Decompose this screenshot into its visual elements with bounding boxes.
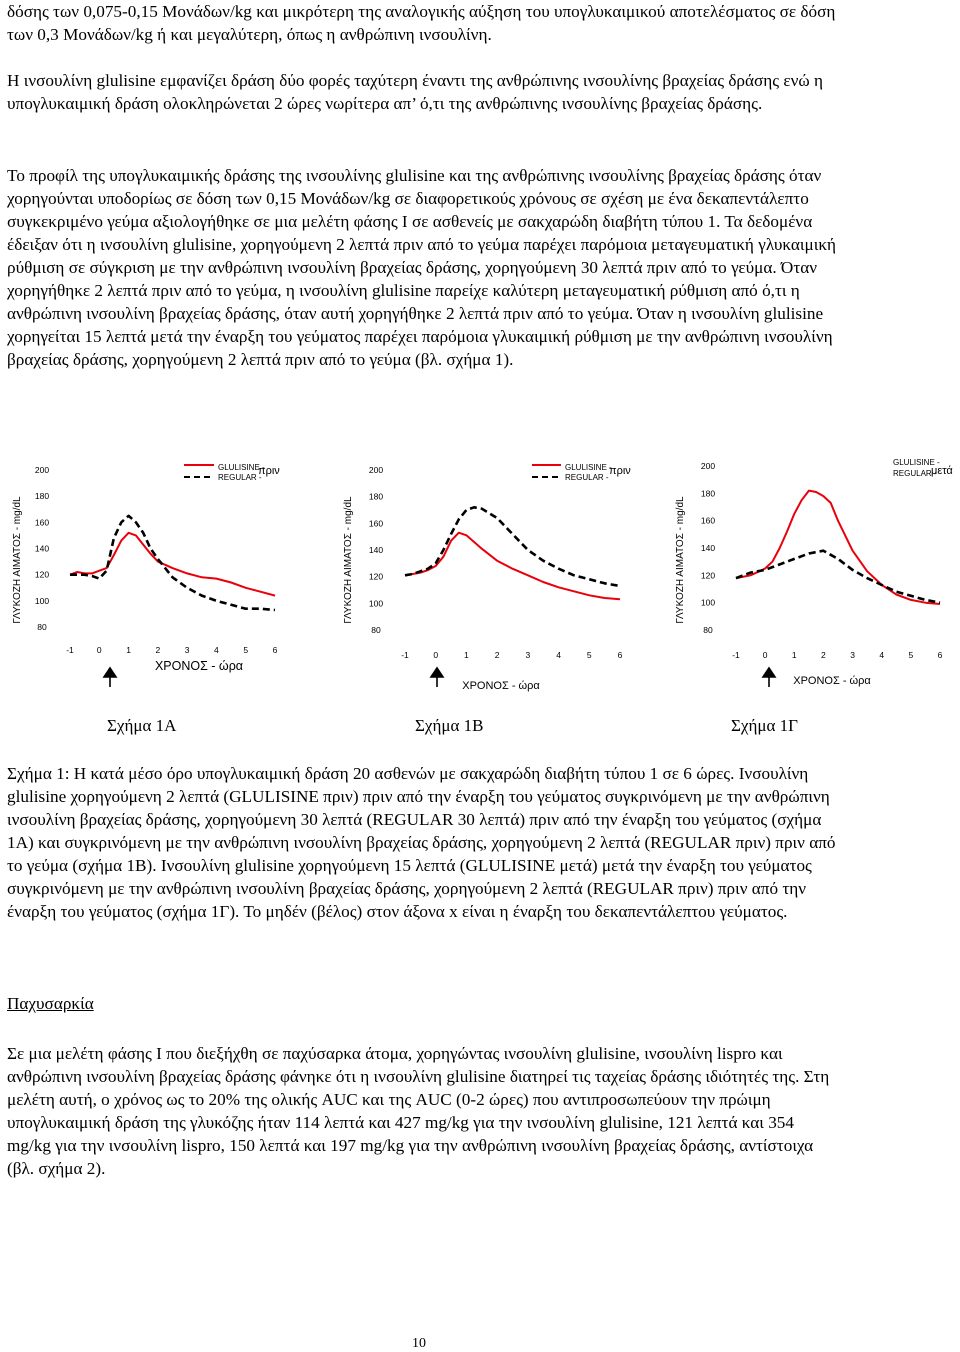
chart-1a-x-tick--1: -1: [66, 645, 74, 655]
chart-1b-series-regular: [405, 507, 620, 586]
chart-1c-y-tick-140: 140: [700, 543, 716, 553]
chart-1c-x-axis-label: ΧΡΟΝΟΣ - ώρα: [793, 675, 871, 687]
chart-1a-y-tick-120: 120: [34, 569, 50, 580]
chart-1c: [675, 458, 953, 687]
chart-1b-x-tick-6: 6: [617, 650, 623, 660]
chart-1a-legend-glulisine: GLULISINE -: [218, 463, 265, 472]
chart-1c-series-regular: [736, 551, 940, 603]
chart-1c-x-tick-6: 6: [937, 650, 943, 660]
chart-1b-x-tick-5: 5: [586, 650, 592, 660]
chart-1a-x-tick-6: 6: [272, 645, 278, 655]
chart-1c-y-tick-200: 200: [700, 461, 716, 471]
section-heading-obesity: Παχυσαρκία: [7, 994, 94, 1013]
chart-1b-meal-start-arrow: [431, 668, 443, 687]
chart-1a-series-glulisine: [70, 533, 275, 596]
chart-1a-x-tick-4: 4: [214, 645, 219, 655]
chart-1b-x-tick-2: 2: [494, 650, 500, 660]
chart-1a-x-tick-1: 1: [126, 645, 131, 655]
chart-1b-x-tick-4: 4: [556, 650, 561, 660]
chart-1b-legend-glulisine: GLULISINE -: [565, 463, 612, 472]
paragraph-obesity-study: Σε μια μελέτη φάσης Ι που διεξήχθη σε παχύσαρκα άτομα, χορηγώντας ινσουλίνη glulisine, ινσουλίνη lispro και ανθρώπινη ινσουλίνη βραχείας δράσης φάνηκε ότι η ινσουλίνη glulisine διατηρεί τις ταχείας δράσης ιδιότητές της. Στη μελέτη αυτή, ο χρόνος ως το 20% της ολικής AUC και της AUC (0-2 ώρες) που αντιπροσωπεύουν την πρώιμη υπογλυκαιμική δράση της γλυκόζης ήταν 114 λεπτά και 427 mg/kg για την ινσουλίνη glulisine, 121 λεπτά και 354 mg/kg για την ινσουλίνη lispro, 150 λεπτά και 197 mg/kg για την ανθρώπινη ινσουλίνη βραχείας δράσης, αντίστοιχα (βλ. σχήμα 2).: [7, 1044, 830, 1178]
chart-1a-x-tick-5: 5: [243, 645, 249, 655]
chart-1b-y-tick-200: 200: [368, 465, 384, 475]
chart-1b-y-tick-100: 100: [368, 598, 384, 609]
chart-1a: [12, 463, 280, 687]
chart-1c-y-tick-120: 120: [700, 570, 716, 581]
chart-1a-y-axis-label: ΓΛΥΚΟΖΗ ΑΙΜΑΤΟΣ - mg/dL: [12, 496, 23, 624]
chart-1c-legend-glulisine: GLULISINE -: [893, 458, 940, 467]
chart-1c-legend-regular: REGULAR -: [893, 469, 937, 478]
chart-1c-x-tick-1: 1: [791, 650, 797, 660]
chart-1b-x-axis-label: ΧΡΟΝΟΣ - ώρα: [462, 680, 540, 692]
chart-1b-x-tick-3: 3: [525, 650, 531, 660]
chart-1a-y-tick-80: 80: [37, 622, 47, 632]
chart-1c-legend-glulisine-timing: μετά: [931, 465, 953, 477]
chart-1c-x-tick-2: 2: [821, 650, 826, 660]
chart-1c-y-axis-label: ΓΛΥΚΟΖΗ ΑΙΜΑΤΟΣ - mg/dL: [675, 496, 686, 624]
chart-1b-legend-regular: REGULAR -: [565, 473, 609, 482]
chart-1c-series-glulisine: [736, 491, 940, 604]
chart-1b-y-tick-120: 120: [368, 571, 384, 582]
chart-1a-x-tick-3: 3: [184, 645, 190, 655]
chart-1c-y-tick-180: 180: [700, 488, 716, 499]
chart-1a-y-tick-100: 100: [34, 595, 50, 606]
chart-1c-y-tick-100: 100: [700, 597, 716, 608]
chart-1b-y-tick-180: 180: [368, 491, 384, 502]
caption-figure-1c: Σχήμα 1Γ: [731, 716, 798, 735]
figure-1-legend-text: Σχήμα 1: Η κατά μέσο όρο υπογλυκαιμική δράση 20 ασθενών με σακχαρώδη διαβήτη τύπου 1 σε 6 ώρες. Ινσουλίνη glulisine χορηγούμενη 2 λεπτά (GLULISINE πριν) πριν από την έναρξη του γεύματος συγκρινόμενη με την ανθρώπινη ινσουλίνη βραχείας δράσης, χορηγούμενη 30 λεπτά (REGULAR 30 λεπτά) πριν από την έναρξη του γεύματος (σχήμα 1Α) και συγκρινόμενη με την ανθρώπινη ινσουλίνη βραχείας δράσης, χορηγούμενη 2 λεπτά (REGULAR πριν) πριν από το γεύμα (σχήμα 1Β). Ινσουλίνη glulisine χορηγούμενη 15 λεπτά (GLULISINE μετά) μετά την έναρξη του γεύματος συγκρινόμενη με την ανθρώπινη ινσουλίνη βραχείας δράσης, χορηγούμενη 2 λεπτά (REGULAR πριν) πριν από την έναρξη του γεύματος (σχήμα 1Γ). Το μηδέν (βέλος) στον άξονα x είναι η έναρξη του δεκαπεντάλεπτου γεύματος.: [7, 764, 836, 921]
caption-figure-1a: Σχήμα 1Α: [107, 716, 177, 735]
chart-1c-x-tick-5: 5: [908, 650, 914, 660]
chart-1b-series-glulisine: [405, 533, 620, 600]
caption-figure-1b: Σχήμα 1Β: [415, 716, 484, 735]
chart-1b-x-tick-1: 1: [464, 650, 469, 660]
chart-1a-x-tick-2: 2: [155, 645, 161, 655]
chart-1c-x-tick-4: 4: [879, 650, 885, 660]
chart-1b-x-tick-0: 0: [433, 650, 439, 660]
paragraph-glulisine-onset: Η ινσουλίνη glulisine εμφανίζει δράση δύο φορές ταχύτερη έναντι της ανθρώπινης ινσουλίνης βραχείας δράσης ενώ η υπογλυκαιμική δράση ολοκληρώνεται 2 ώρες νωρίτερα απ’ ό,τι της ανθρώπινης ινσουλίνης βραχείας δράσης.: [7, 71, 823, 113]
chart-1c-x-tick-0: 0: [762, 650, 768, 660]
chart-1c-x-tick-3: 3: [850, 650, 855, 660]
chart-1b-y-tick-80: 80: [371, 625, 381, 635]
chart-1c-y-tick-80: 80: [703, 625, 713, 635]
chart-1a-x-axis-label: ΧΡΟΝΟΣ - ώρα: [154, 659, 244, 673]
paragraph-intro-continuation: δόσης των 0,075-0,15 Μονάδων/kg και μικρότερη της αναλογικής αύξηση του υπογλυκαιμικού αποτελέσματος σε δόση των 0,3 Μονάδων/kg ή και μεγαλύτερη, όπως η ανθρώπινη ινσουλίνη.: [7, 2, 836, 44]
chart-1c-y-tick-160: 160: [700, 515, 716, 526]
chart-1a-y-tick-160: 160: [34, 517, 50, 528]
chart-1a-y-tick-140: 140: [34, 543, 50, 554]
chart-1a-y-tick-180: 180: [34, 491, 50, 502]
chart-1a-y-tick-200: 200: [34, 465, 50, 475]
chart-1b: [343, 463, 631, 692]
chart-1a-x-tick-0: 0: [96, 645, 102, 655]
page-number: 10: [412, 1336, 426, 1351]
paragraph-glulisine-profile: Το προφίλ της υπογλυκαιμικής δράσης της ινσουλίνης glulisine και της ανθρώπινης ινσουλίνης βραχείας δράσης όταν χορηγούνται υποδορίως σε δόση των 0,15 Μονάδων/kg σε διαφορετικούς χρόνους σε σχέση με ένα δεκαπεντάλεπτο συγκεκριμένο γεύμα αξιολογήθηκε σε μια μελέτη φάσης Ι σε ασθενείς με σακχαρώδη διαβήτη τύπου 1. Τα δεδομένα έδειξαν ότι η ινσουλίνη glulisine, χορηγούμενη 2 λεπτά πριν από το γεύμα παρέχει παρόμοια μεταγευματική γλυκαιμική ρύθμιση σε σύγκριση με την ανθρώπινη ινσουλίνη βραχείας δράσης, χορηγούμενη 30 λεπτά πριν από το γεύμα. Όταν χορηγήθηκε 2 λεπτά πριν από το γεύμα, η ινσουλίνη glulisine παρείχε καλύτερη μεταγευματική ρύθμιση από ό,τι η ανθρώπινη ινσουλίνη βραχείας δράσης, όταν αυτή χορηγήθηκε 2 λεπτά πριν από το γεύμα. Όταν η ινσουλίνη glulisine χορηγείται 15 λεπτά μετά την έναρξη του γεύματος παρέχει παρόμοια γλυκαιμική ρύθμιση με την ανθρώπινη ινσουλίνη βραχείας δράσης, χορηγούμενη 2 λεπτά πριν από το γεύμα (βλ. σχήμα 1).: [7, 166, 836, 369]
chart-1a-legend-regular: REGULAR -: [218, 473, 262, 482]
chart-1a-meal-start-arrow: [104, 668, 116, 687]
chart-1b-y-axis-label: ΓΛΥΚΟΖΗ ΑΙΜΑΤΟΣ - mg/dL: [343, 496, 354, 624]
chart-1b-y-tick-160: 160: [368, 518, 384, 529]
chart-1b-legend-glulisine-timing: πριν: [609, 465, 631, 477]
chart-1a-series-regular: [70, 516, 275, 610]
chart-1c-x-tick--1: -1: [732, 650, 740, 660]
chart-1c-meal-start-arrow: [763, 668, 775, 687]
chart-1b-x-tick--1: -1: [401, 650, 409, 660]
chart-1b-y-tick-140: 140: [368, 545, 384, 555]
chart-1a-legend-glulisine-timing: πριν: [258, 465, 280, 477]
